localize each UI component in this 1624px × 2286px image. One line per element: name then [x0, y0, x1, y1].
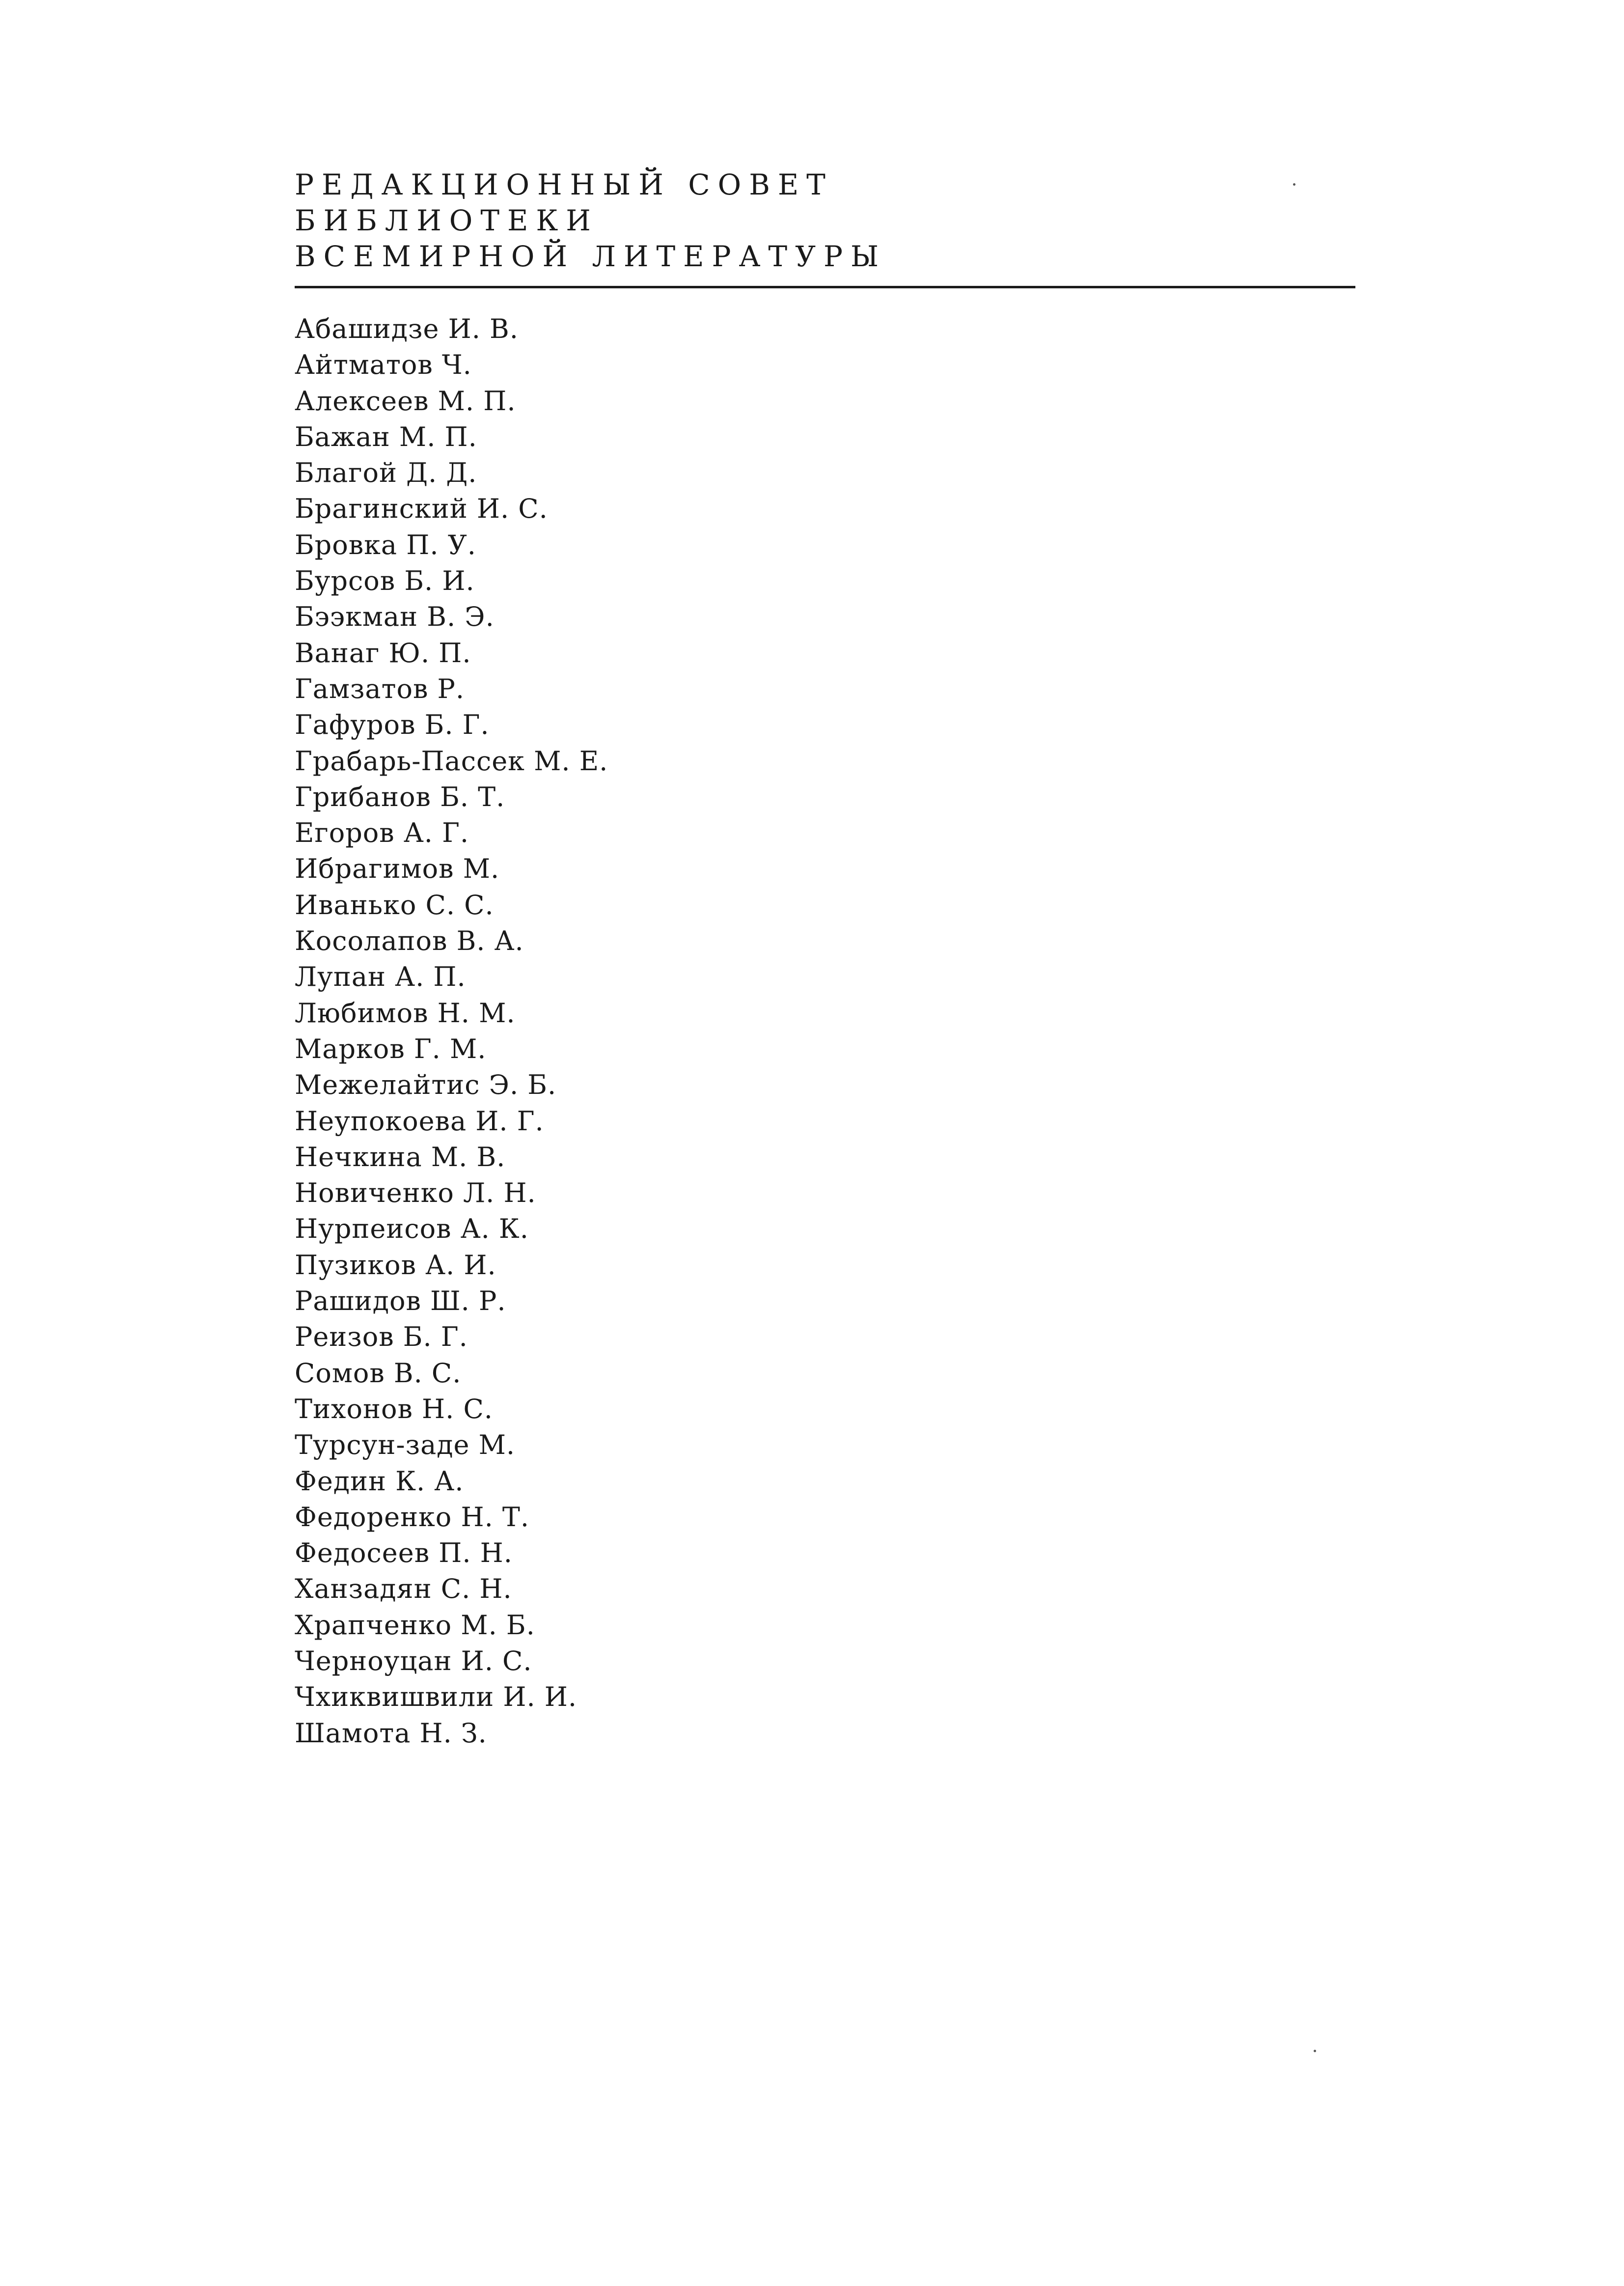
member-name: Лупан А. П.: [295, 961, 466, 993]
member-name: Грабарь-Пассек М. Е.: [295, 745, 608, 777]
member-list: [295, 311, 608, 1751]
member-name: Айтматов Ч.: [295, 349, 472, 381]
member-name: Турсун-заде М.: [295, 1429, 516, 1461]
member-name: Бажан М. П.: [295, 421, 477, 452]
member-name: Ибрагимов М.: [295, 853, 500, 885]
member-name: Федосеев П. Н.: [295, 1537, 513, 1569]
member-name: Рашидов Ш. Р.: [295, 1285, 506, 1317]
member-name: Абашидзе И. В.: [295, 313, 519, 344]
member-name: Бровка П. У.: [295, 529, 476, 560]
member-name: Неупокоева И. Г.: [295, 1105, 544, 1137]
member-name: Федоренко Н. Т.: [295, 1501, 530, 1533]
member-name: Ванаг Ю. П.: [295, 637, 471, 669]
member-name: Пузиков А. И.: [295, 1249, 496, 1281]
member-name: Косолапов В. А.: [295, 925, 524, 957]
member-name: Федин К. А.: [295, 1465, 464, 1497]
member-name: Ханзадян С. Н.: [295, 1573, 512, 1605]
member-name: Любимов Н. М.: [295, 997, 516, 1029]
member-name: Гамзатов Р.: [295, 673, 465, 704]
heading-line-2: БИБЛИОТЕКИ: [295, 204, 599, 237]
member-name: Храпченко М. Б.: [295, 1609, 535, 1641]
member-name: Межелайтис Э. Б.: [295, 1069, 557, 1101]
member-name: Алексеев М. П.: [295, 385, 516, 417]
member-name: Чхиквишвили И. И.: [295, 1681, 578, 1713]
member-name: Гафуров Б. Г.: [295, 709, 490, 741]
member-name: Грибанов Б. Т.: [295, 781, 505, 812]
member-name: Иванько С. С.: [295, 889, 494, 920]
member-name: Марков Г. М.: [295, 1033, 487, 1064]
scan-speck: [1314, 2050, 1316, 2052]
editorial-board-heading: [295, 167, 1355, 275]
member-name: Тихонов Н. С.: [295, 1393, 493, 1424]
heading-divider: [295, 286, 1355, 288]
member-name: Шамота Н. З.: [295, 1717, 487, 1749]
heading-line-3: ВСЕМИРНОЙ ЛИТЕРАТУРЫ: [295, 240, 887, 273]
member-name: Егоров А. Г.: [295, 817, 469, 849]
member-name: Бурсов Б. И.: [295, 565, 475, 597]
member-name: Реизов Б. Г.: [295, 1321, 468, 1353]
member-name: Сомов В. С.: [295, 1357, 462, 1389]
member-name: Нечкина М. В.: [295, 1141, 506, 1172]
member-name: Бээкман В. Э.: [295, 601, 495, 633]
member-name: Благой Д. Д.: [295, 457, 477, 489]
member-name: Черноуцан И. С.: [295, 1645, 532, 1676]
member-name: Новиченко Л. Н.: [295, 1177, 536, 1209]
member-name: Брагинский И. С.: [295, 493, 548, 525]
member-name: Нурпеисов А. К.: [295, 1213, 529, 1245]
heading-line-1: РЕДАКЦИОННЫЙ СОВЕТ: [295, 168, 833, 201]
scan-speck: [1293, 183, 1295, 186]
